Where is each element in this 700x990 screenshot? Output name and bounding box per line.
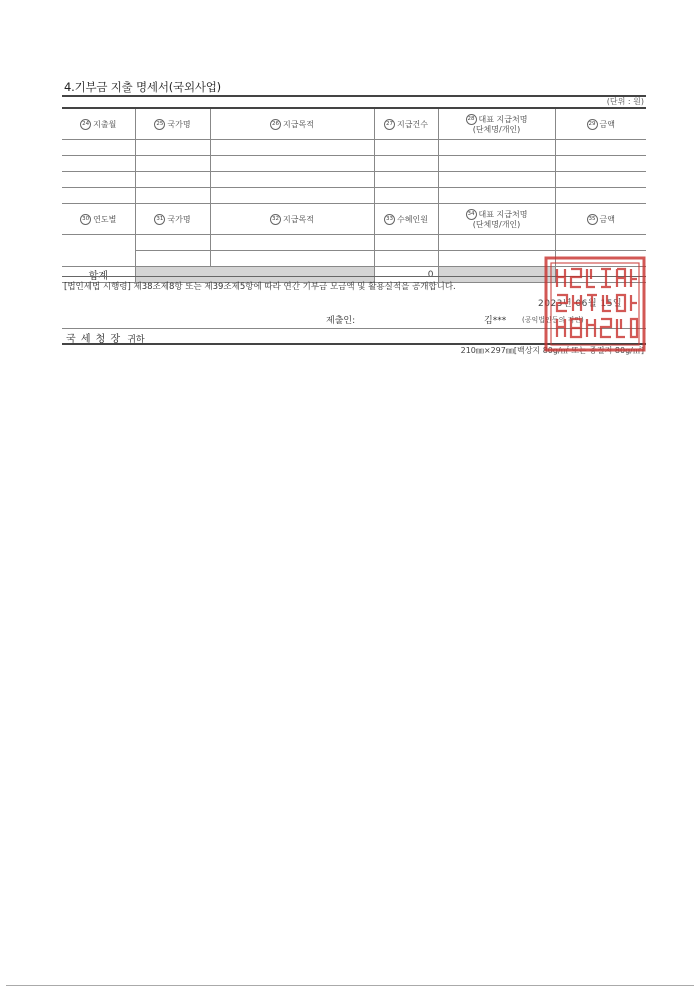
num-badge: 28	[466, 114, 477, 125]
header-year: 30 연도별	[62, 204, 135, 235]
num-badge: 33	[384, 214, 395, 225]
official-seal-stamp	[543, 255, 647, 353]
header-country-2: 31 국가명	[135, 204, 210, 235]
recipient-name: 국 세 청 장	[66, 334, 122, 345]
seal-note: (공익법인등의 직인)	[522, 316, 584, 324]
table-row	[62, 172, 646, 188]
num-badge: 24	[80, 119, 91, 130]
header-payment-count: 27 지급건수	[374, 108, 438, 140]
table-row	[62, 188, 646, 204]
num-badge: 26	[270, 119, 281, 130]
num-badge: 30	[80, 214, 91, 225]
top-rule	[62, 95, 646, 97]
num-badge: 34	[466, 209, 477, 220]
unit-label: (단위 : 원)	[606, 97, 644, 106]
paper-spec: 210㎜×297㎜[백상지 80g/㎡ 또는 중질지 80g/㎡]	[460, 346, 644, 355]
table-row	[62, 156, 646, 172]
header-recipient: 28 대표 지급처명 (단체명/개인)	[438, 108, 555, 140]
header-amount-2: 35 금액	[555, 204, 646, 235]
table2-header-row	[62, 204, 646, 235]
header-purpose-2: 32 지급목적	[210, 204, 374, 235]
recipient-suffix: 귀하	[127, 335, 145, 345]
total-count: 0	[374, 267, 438, 283]
total-label: 합계	[62, 267, 135, 283]
header-purpose: 26 지급목적	[210, 108, 374, 140]
num-badge: 25	[154, 119, 165, 130]
header-beneficiaries: 33 수혜인원	[374, 204, 438, 235]
submitter-name: 김***	[484, 316, 507, 326]
submitter-label: 제출인:	[326, 316, 356, 326]
header-amount: 29 금액	[555, 108, 646, 140]
num-badge: 35	[587, 214, 598, 225]
header-expense-month: 24 지출월	[62, 108, 135, 140]
header-country: 25 국가명	[135, 108, 210, 140]
submission-date: 2023년 06월 15일	[538, 299, 623, 309]
num-badge: 31	[154, 214, 165, 225]
num-badge: 32	[270, 214, 281, 225]
num-badge: 29	[587, 119, 598, 130]
table1-header-row	[62, 108, 646, 140]
table-row	[62, 235, 646, 251]
num-badge: 27	[384, 119, 395, 130]
disclosure-statement: [법인세법 시행령] 제38조제8항 또는 제39조제5항에 따라 연간 기부금 모금액 및 활용실적을 공개합니다.	[64, 282, 456, 292]
page-bottom-rule	[6, 985, 694, 986]
table-row	[62, 140, 646, 156]
section-title: 4.기부금 지출 명세서(국외사업)	[64, 80, 221, 94]
header-recipient-2: 34 대표 지급처명 (단체명/개인)	[438, 204, 555, 235]
